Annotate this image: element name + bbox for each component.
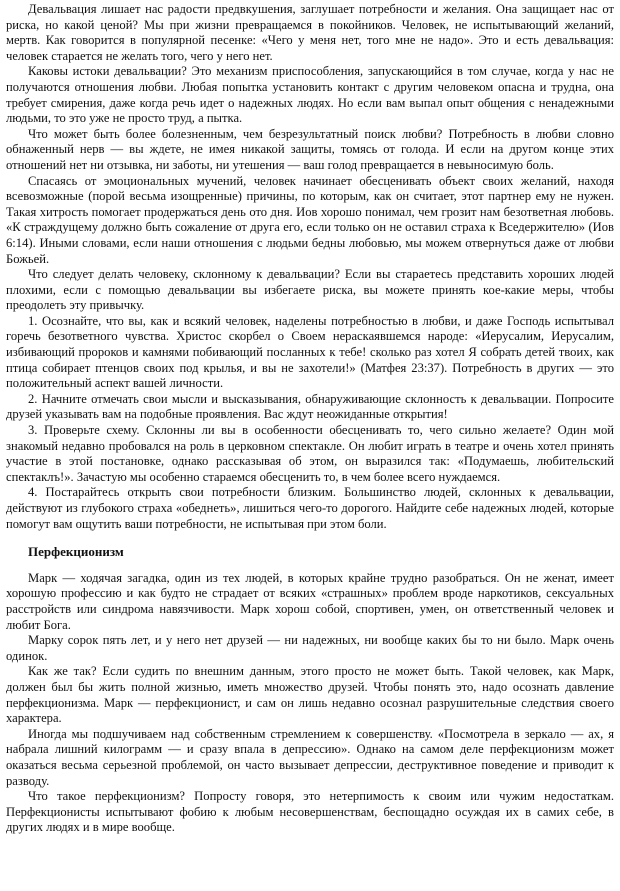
list-item-4: 4. Постарайтесь открыть свои потребности близким. Большинство людей, склонных к девальвации, действуют из глубокого страха «обеднеть», лишиться чего-то дорогого. Найдите себе надежных людей, которые помогут вам ощутить ваши потребности, не испытывая при этом боли. [6, 485, 614, 531]
paragraph-mark-riddle: Марк — ходячая загадка, один из тех людей, в которых крайне трудно разобраться. Он не женат, имеет хорошую профессию и как будто не страдает от всяких «страшных» проблем вроде наркотиков, сексуальных расстройств или синдрома навязчивости. Марк хорош собой, спортивен, умен, он ответственный человек и любит Бога. [6, 570, 614, 632]
list-item-2: 2. Начните отмечать свои мысли и высказывания, обнаруживающие склонность к девальвации. Попросите друзей указывать вам на подобные проявления. Вас ждут неожиданные открытия! [6, 391, 614, 422]
paragraph-how-so: Как же так? Если судить по внешним данным, этого просто не может быть. Такой человек, как Марк, должен был бы жить полной жизнью, иметь множество друзей. Чтобы понять это, надо осознать давление перфекционизма. Марк — перфекционист, и сам он лишь недавно осознал разрушительные следствия своего характера. [6, 664, 614, 726]
paragraph-joking-perfection: Иногда мы подшучиваем над собственным стремлением к совершенству. «Посмотрела в зеркало — ах, я набрала лишний килограмм — и сразу впала в депрессию». Однако на самом деле перфекционизм может оказаться весьма серьезной проблемой, он часто вызывает депрессии, деструктивное поведение и приводит к разводу. [6, 726, 614, 788]
paragraph-devaluation-origins: Каковы истоки девальвации? Это механизм приспособления, запускающийся в том случае, когда у нас не получаются отношения любви. Любая попытка установить контакт с другим человеком опасна и трудна, она требует смирения, даже когда речь идет о надежных людях. Но если вам выпал опыт общения с ненадежными людьми, то это уже не просто труд, а пытка. [6, 64, 614, 126]
paragraph-devaluation-intro: Девальвация лишает нас радости предвкушения, заглушает потребности и желания. Она защищает нас от риска, но какой ценой? Мы при жизни превращаемся в покойников. Человек, не испытывающий желаний, мертв. Как говорится в популярной песенке: «Чего у меня нет, того мне не надо». Это и есть девальвация: человек старается не желать того, чего у него нет. [6, 2, 614, 63]
paragraph-what-to-do: Что следует делать человеку, склонному к девальвации? Если вы стараетесь представить хороших людей плохими, если с помощью девальвации вы избегаете риска, вы можете принять кое-какие меры, чтобы преодолеть эту привычку. [6, 267, 614, 313]
document-page [6, 2, 614, 836]
list-item-3: 3. Проверьте схему. Склонны ли вы в особенности обесценивать то, чего сильно желаете? Один мой знакомый недавно пробовался на роль в церковном спектакле. Он любит играть в театре и очень хотел принять участие в этой постановке, однако рассказывая об этом, он выразился так: «Подумаешь, любительский спектаклъ!». Зачастую мы особенно стараемся обесценить то, в чем более всего нуждаемся. [6, 423, 614, 484]
section-heading-perfectionism: Перфекционизм [28, 544, 124, 560]
paragraph-emotional-torment: Спасаясь от эмоциональных мучений, человек начинает обесценивать объект своих желаний, находя всевозможные (порой весьма изощренные) причины, по которым, как он считает, этот партнер ему не нужен. Такая хитрость помогает продержаться день ото дня. Иов хорошо понимал, чем грозит нам безответная любовь. «К страждущему должно быть сожаление от друга его, если только он не оставил страха к Вседержителю» (Иов 6:14). Иными словами, если наши отношения с людьми бедны любовью, мы можем отвернуться даже от любви Божьей. [6, 173, 614, 266]
list-item-1: 1. Осознайте, что вы, как и всякий человек, наделены потребностью в любви, и даже Господь испытывал горечь безответного чувства. Христос скорбел о Своем нераскаявшемся народе: «Иерусалим, Иерусалим, избивающий пророков и камнями побивающий посланных к тебе! сколько раз хотел Я собрать детей твоих, как птица собирает птенцов своих под крылья, и вы не захотели!» (Матфея 23:37). Потребность в других — это положительный аспект вашей личности. [6, 313, 614, 391]
paragraph-what-is-perfectionism: Что такое перфекционизм? Попросту говоря, это нетерпимость к своим или чужим недостаткам. Перфекционисты испытывают фобию к любым несовершенствам, беспощадно осуждая их в самих себе, в других людях и в мире вообще. [6, 789, 614, 835]
paragraph-mark-lonely: Марку сорок пять лет, и у него нет друзей — ни надежных, ни вообще каких бы то ни было. Марк очень одинок. [6, 633, 614, 663]
paragraph-search-for-love: Что может быть более болезненным, чем безрезультатный поиск любви? Потребность в любви словно обнаженный нерв — вы ждете, не имея никакой защиты, томясь от голода. И если на другом конце этих отношений нет ни отзывка, ни заботы, ни утешения — ваш голод превращается в невыносимую боль. [6, 126, 614, 172]
